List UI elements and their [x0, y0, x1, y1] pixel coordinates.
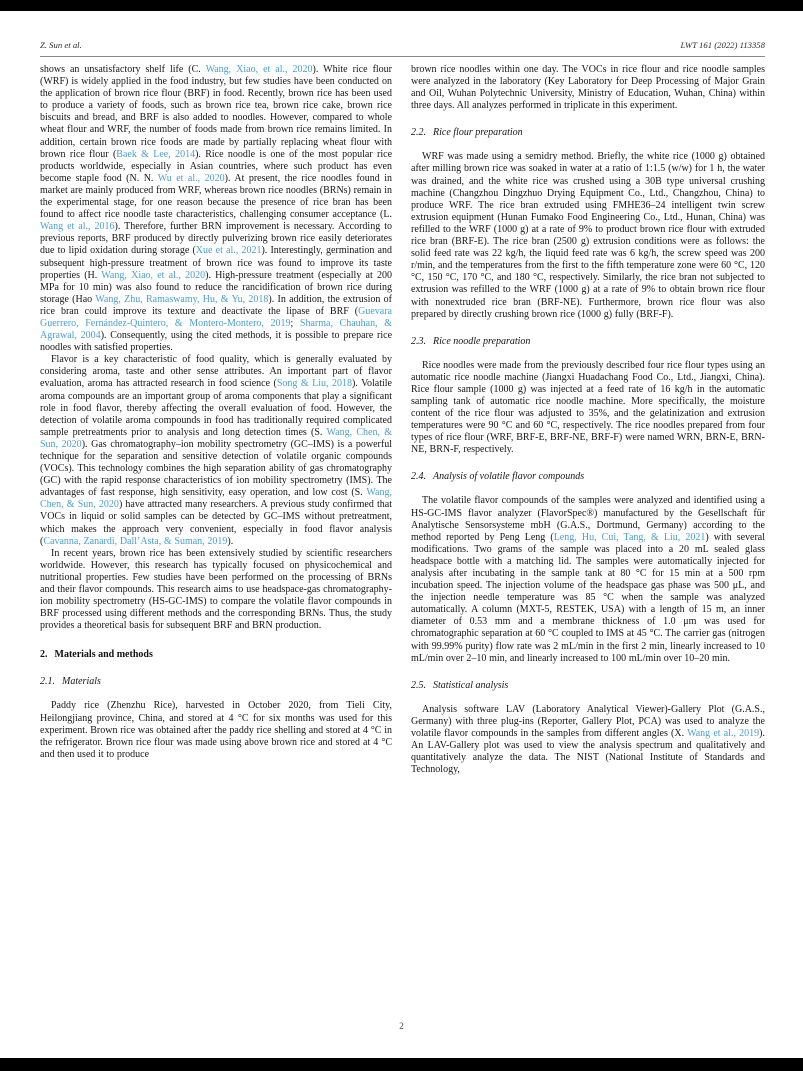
section-heading-main: 2. Materials and methods — [40, 649, 153, 661]
header-rule — [40, 56, 765, 57]
section-number: 2.3. — [411, 335, 426, 347]
paragraph: Rice noodles were made from the previously described four rice flour types using an automatic rice noodle machine (Jiangxi Huadachang Food Co., Ltd., Jiangxi, China). Rice flour sample (1000 g) was injected at a feed rate of 16 kg/h in the automatic sampling tank of automatic rice noodle machine. More specifically, the moisture content of the rice flour was adjusted to 35%, and the gelatinization and extrusion temperatures were 90 °C and 60 °C, respectively. The rice noodles prepared from four types of rice flour (WRF, BRF-E, BRF-NE, BRF-F) were named WRN, BRN-E, BRN-NE, BRN-F, respectively. — [411, 359, 765, 456]
section-heading-sub: 2.3. Rice noodle preparation — [411, 335, 531, 347]
running-head-author: Z. Sun et al. — [40, 40, 82, 50]
citation-link[interactable]: Wang, Xiao, et al., 2020 — [205, 64, 313, 75]
paragraph: WRF was made using a semidry method. Briefly, the white rice (1000 g) obtained after milling brown rice was soaked in water at a ratio of 1:1.5 (w/w) for 1 h, the water was drained, and the white rice was crushed using a 30B type universal crushing machine (Changzhou Dingzhuo Drying Equipment Co., Ltd., Changzhou, China) to produce WRF. The rice bran extruded using FMHE36–24 intelligent twin screw extrusion equipment (Hunan Fumako Food Engineering Co., Ltd., Hunan, China) was refilled to the WRF (1000 g) at a rate of 9% to product brown rice flour with extruded rice bran (BRF-E). The rice bran (2500 g) extrusion conditions were as follows: the solid feed rate was 22 kg/h, the liquid feed rate was 6 kg/h, the screw speed was 200 r/min, and the temperatures from the first to the fifth temperature zone were 60 °C, 120 °C, 150 °C, 170 °C, and 180 °C, respectively. Similarly, the rice bran not subjected to extrusion was refilled to the WRF (1000 g) at a rate of 9% to obtain brown rice flour with nonextruded rice bran (BRF-NE). Furthermore, brown rice flour was also prepared by directly crushing brown rice (1000 g) fully (BRF-F). — [411, 151, 765, 320]
citation-link[interactable]: Wang, Zhu, Ramaswamy, Hu, & Yu, 2018 — [95, 293, 269, 305]
section-heading-sub: 2.2. Rice flour preparation — [411, 127, 523, 139]
section-number: 2.4. — [411, 471, 426, 483]
section-number: 2. — [40, 649, 48, 661]
section-heading-sub: 2.1. Materials — [40, 676, 101, 688]
paragraph: Paddy rice (Zhenzhu Rice), harvested in October 2020, from Tieli City, Heilongjiang province, China, and stored at 4 °C for six months was used for this experiment. Brown rice was obtained after the paddy rice shelling and stored at 4 °C in the refrigerator. Brown rice flour was made using above brown rice and stored at 4 °C and then used it to produce — [40, 700, 392, 760]
citation-link[interactable]: Wang, Chen, & Sun, 2020 — [40, 426, 392, 450]
paragraph: Flavor is a key characteristic of food quality, which is generally evaluated by considering aroma, taste and other sense attributes. An important part of flavor evaluation, aroma has attracted research in food science (Song & Liu, 2018). Volatile aroma compounds are an important group of aroma components that play a significant role in food flavor, thereby affecting the overall evaluation of food. However, the detection of volatile aroma compounds in food has traditionally required complicated sample pretreatments prior to analysis and long detection times (S. Wang, Chen, & Sun, 2020). Gas chromatography–ion mobility spectrometry (GC–IMS) is a powerful technique for the separation and sensitive detection of volatile organic compounds (VOCs). This technology combines the high separation ability of gas chromatography (GC) with the rapid response characteristics of ion mobility spectrometry (IMS). The advantages of fast response, high sensitivity, easy operation, and low cost (S. Wang, Chen, & Sun, 2020) have attracted many researchers. A previous study confirmed that VOCs in liquid or solid samples can be detected by GC–IMS without pretreatment, which makes the approach very convenient, especially in food flavor analysis (Cavanna, Zanardi, Dall’Asta, & Suman, 2019). — [40, 354, 392, 547]
citation-link[interactable]: Song & Liu, 2018 — [276, 378, 352, 390]
page-number: 2 — [399, 1021, 404, 1031]
running-head — [40, 40, 765, 50]
citation-link[interactable]: Wang et al., 2019 — [687, 727, 760, 739]
citation-link[interactable]: Xue et al., 2021 — [195, 245, 262, 257]
paragraph: shows an unsatisfactory shelf life (C. Wang, Xiao, et al., 2020). White rice flour (WRF) is widely applied in the food industry, but few studies have been conducted on the application of brown rice flour (BRF) in food. Recently, brown rice has been used to produce a variety of foods, such as brown rice tea, brown rice cake, brown rice biscuits and bread, and BRF is also added to noodles. However, compared to whole wheat flour and WRF, the number of foods made from brown rice remains limited. In addition, certain brown rice foods are made by partially replacing wheat flour with brown rice flour (Baek & Lee, 2014). Rice noodle is one of the most popular rice products worldwide, especially in Asian countries, where such product has even become staple food (N. N. Wu et al., 2020). At present, the rice noodles found in market are mainly produced from WRF, whereas brown rice noodles (BRNs) remain in the experimental stage, for one reason because the presence of rice bran has been found to affect rice noodle taste characteristics, challenging consumer acceptance (L. Wang et al., 2016). Therefore, further BRN improvement is necessary. According to previous reports, BRF produced by directly pulverizing brown rice easily deteriorates due to lipid oxidation during storage (Xue et al., 2021). Interestingly, germination and subsequent high-pressure treatment of brown rice was found to improve its taste properties (H. Wang, Xiao, et al., 2020). High-pressure treatment (especially at 200 MPa for 10 min) was also found to reduce the rancidification of brown rice during storage (Hao Wang, Zhu, Ramaswamy, Hu, & Yu, 2018). In addition, the extrusion of rice bran could improve its texture and deactivate the lipase of BRF (Guevara Guerrero, Fernández-Quintero, & Montero-Montero, 2019; Sharma, Chauhan, & Agrawal, 2004). Consequently, using the cited methods, it is possible to prepare rice noodles with satisfied properties. — [40, 64, 392, 354]
viewer-bottom-bar — [0, 1058, 803, 1071]
citation-link[interactable]: Guevara Guerrero, Fernández-Quintero, & Montero-Montero, 2019 — [40, 305, 392, 329]
paragraph: The volatile flavor compounds of the samples were analyzed and identified using a HS-GC-IMS flavor analyzer (FlavorSpec®) manufactured by the Gesellschaft für Analytische Sensorsysteme mbH (G.A.S., Dortmund, Germany) according to the method reported by Peng Leng (Leng, Hu, Cui, Tang, & Liu, 2021) with several modifications. Two grams of the sample was placed into a 20 mL sealed glass headspace bottle with a matching lid. The samples were automatically injected for analysis after incubating in the sample tank at 80 °C for 15 min at a 500 rpm incubation speed. The injection volume of the headspace gas phase was 500 μL, and the injection needle temperature was 85 °C when the sample was analyzed automatically. A column (MXT-5, RESTEK, USA) with a length of 15 m, an inner diameter of 0.53 mm and a membrane thickness of 1.0 μm was used for chromatographic separation at 60 °C coupled to IMS at 45 °C. The carrier gas (nitrogen with 99.99% purity) flow rate was 2 mL/min in the first 2 min, linearly increased to 10 mL/min over 2–10 min, and linearly increased to 100 mL/min over 10–20 min. — [411, 495, 765, 664]
paragraph: brown rice noodles within one day. The VOCs in rice flour and rice noodle samples were analyzed in the laboratory (Key Laboratory for Deep Processing of Major Grain and Oil, Wuhan Polytechnic University, Ministry of Education, Wuhan, China) within three days. All analyzes performed in triplicate in this experiment. — [411, 64, 765, 112]
column-left — [40, 64, 392, 1014]
paragraph: Analysis software LAV (Laboratory Analytical Viewer)-Gallery Plot (G.A.S., Germany) with three plug-ins (Reporter, Gallery Plot, PCA) was used to analyze the volatile flavor compounds in the samples from different angles (X. Wang et al., 2019). An LAV-Gallery plot was used to view the analysis spectrum and qualitatively and quantitatively analyze the data. The NIST (National Institute of Standards and Technology, — [411, 703, 765, 776]
citation-link[interactable]: Wu et al., 2020 — [157, 172, 225, 184]
citation-link[interactable]: Wang, Chen, & Sun, 2020 — [40, 487, 392, 511]
citation-link[interactable]: Cavanna, Zanardi, Dall’Asta, & Suman, 2019 — [43, 535, 228, 547]
citation-link[interactable]: Wang, Xiao, et al., 2020 — [101, 269, 206, 281]
citation-link[interactable]: Baek & Lee, 2014 — [116, 148, 196, 160]
citation-link[interactable]: Wang et al., 2016 — [40, 221, 115, 233]
column-right — [411, 64, 765, 1014]
viewer-top-bar — [0, 0, 803, 11]
section-heading-sub: 2.5. Statistical analysis — [411, 679, 509, 691]
section-number: 2.5. — [411, 679, 426, 691]
running-head-journal: LWT 161 (2022) 113358 — [680, 40, 765, 50]
citation-link[interactable]: Sharma, Chauhan, & Agrawal, 2004 — [40, 317, 392, 342]
citation-link[interactable]: Leng, Hu, Cui, Tang, & Liu, 2021 — [553, 531, 706, 543]
paragraph: In recent years, brown rice has been extensively studied by scientific researchers worldwide. However, this research has typically focused on physicochemical and nutritional properties. Few studies have been performed on the processing of BRNs and their flavor compounds. This research aims to use headspace-gas chromatography-ion mobility spectrometry (HS-GC-IMS) to compare the volatile flavor compounds in BRF processed using different methods and the corresponding BRNs. Thus, the study provides a theoretical basis for subsequent BRF and BRN production. — [40, 547, 392, 632]
section-number: 2.2. — [411, 127, 426, 139]
section-heading-sub: 2.4. Analysis of volatile flavor compounds — [411, 471, 585, 483]
section-number: 2.1. — [40, 676, 55, 688]
